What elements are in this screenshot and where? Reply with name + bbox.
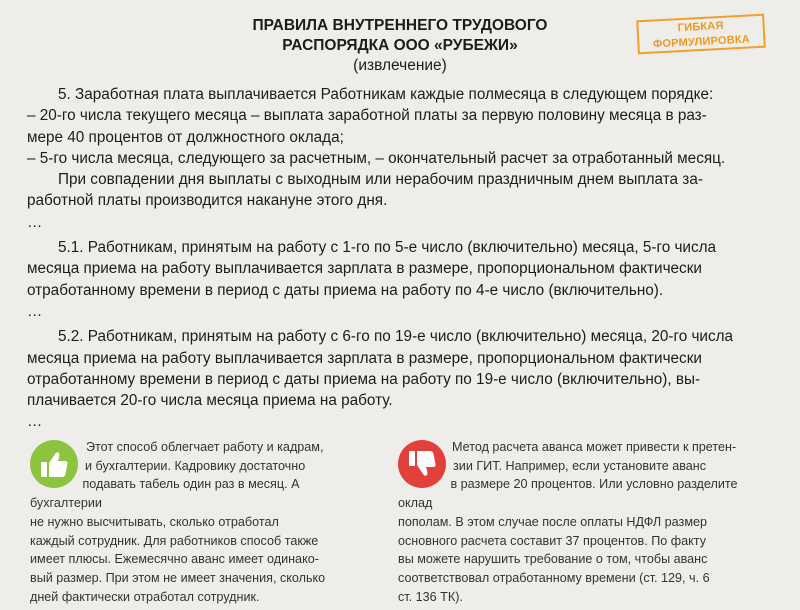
- con-line-2: зии ГИТ. Например, если установите аванс: [453, 458, 707, 473]
- con-line-4: пополам. В этом случае после оплаты НДФЛ размер: [398, 514, 707, 529]
- pro-note: [30, 438, 365, 606]
- paragraph-5-2-line-2: месяца приема на работу выплачивается зарплата в размере, пропорциональном фактически: [27, 349, 702, 367]
- paragraph-holiday-line-2: работной платы производится накануне этого дня.: [27, 192, 388, 210]
- thumbs-down-icon: [398, 440, 446, 488]
- con-line-1: Метод расчета аванса может привести к претен-: [452, 440, 737, 454]
- con-line-3: в размере 20 процентов. Или условно разделите оклад: [398, 477, 738, 511]
- title-line-1: ПРАВИЛА ВНУТРЕННЕГО ТРУДОВОГО: [252, 17, 548, 34]
- pro-line-5: каждый сотрудник. Для работников способ также: [30, 533, 319, 548]
- thumbs-up-icon: [30, 440, 78, 488]
- ellipsis-2: …: [27, 302, 43, 320]
- ellipsis-3: …: [27, 413, 43, 431]
- paragraph-5-2-line-3: отработанному времени в период с даты приема на работу по 19-е число (включительно), вы-: [27, 370, 701, 388]
- paragraph-5-item-1-line-1: – 20-го числа текущего месяца – выплата заработной платы за первую половину месяца в раз-: [27, 107, 707, 125]
- con-note: [398, 438, 770, 606]
- con-line-5: основного расчета составит 37 процентов. По факту: [398, 533, 706, 548]
- title-subtitle: (извлечение): [353, 57, 447, 74]
- con-line-6: вы можете нарушить требование о том, чтобы аванс: [398, 552, 708, 567]
- title-line-2: РАСПОРЯДКА ООО «РУБЕЖИ»: [282, 37, 518, 54]
- paragraph-holiday-line-1: При совпадении дня выплаты с выходным или нерабочим праздничным днем выплата за-: [58, 171, 703, 189]
- pro-line-1: Этот способ облегчает работу и кадрам,: [86, 440, 324, 454]
- ellipsis-1: …: [27, 213, 43, 231]
- pro-line-3: подавать табель один раз в месяц. А бухгалтерии: [30, 477, 300, 511]
- paragraph-5-1-line-2: месяца приема на работу выплачивается зарплата в размере, пропорциональном фактически: [27, 260, 702, 278]
- stamp-line-1: ГИБКАЯ: [677, 19, 724, 35]
- pro-line-8: дней фактически отработал сотрудник.: [30, 589, 260, 604]
- stamp-line-2: ФОРМУЛИРОВКА: [652, 33, 751, 51]
- pro-line-2: и бухгалтерии. Кадровику достаточно: [85, 458, 306, 473]
- paragraph-5-item-1-line-2: мере 40 процентов от должностного оклада;: [27, 128, 344, 146]
- pro-line-4: не нужно высчитывать, сколько отработал: [30, 514, 279, 529]
- paragraph-5-item-2: – 5-го числа месяца, следующего за расчетным, – окончательный расчет за отработанный месяц.: [27, 149, 726, 167]
- pro-line-6: имеет плюсы. Ежемесячно аванс имеет одинако-: [30, 552, 319, 567]
- document-body: [27, 84, 771, 433]
- paragraph-5-1-line-3: отработанному времени в период с даты приема на работу по 4-е число (включительно).: [27, 281, 664, 299]
- paragraph-5-2-line-4: плачивается 20-го числа месяца приема на работу.: [27, 392, 393, 410]
- paragraph-5-2-line-1: 5.2. Работникам, принятым на работу с 6-го по 19-е число (включительно) месяца, 20-го числа: [58, 328, 734, 346]
- con-line-8: ст. 136 ТК).: [398, 589, 463, 604]
- flexible-wording-stamp: [636, 14, 766, 55]
- con-line-7: соответствовал отработанному времени (ст. 129, ч. 6: [398, 570, 710, 585]
- paragraph-5: 5. Заработная плата выплачивается Работникам каждые полмесяца в следующем порядке:: [58, 86, 714, 103]
- pro-line-7: вый размер. При этом не имеет значения, сколько: [30, 570, 326, 585]
- paragraph-5-1-line-1: 5.1. Работникам, принятым на работу с 1-го по 5-е число (включительно) месяца, 5-го числа: [58, 239, 717, 257]
